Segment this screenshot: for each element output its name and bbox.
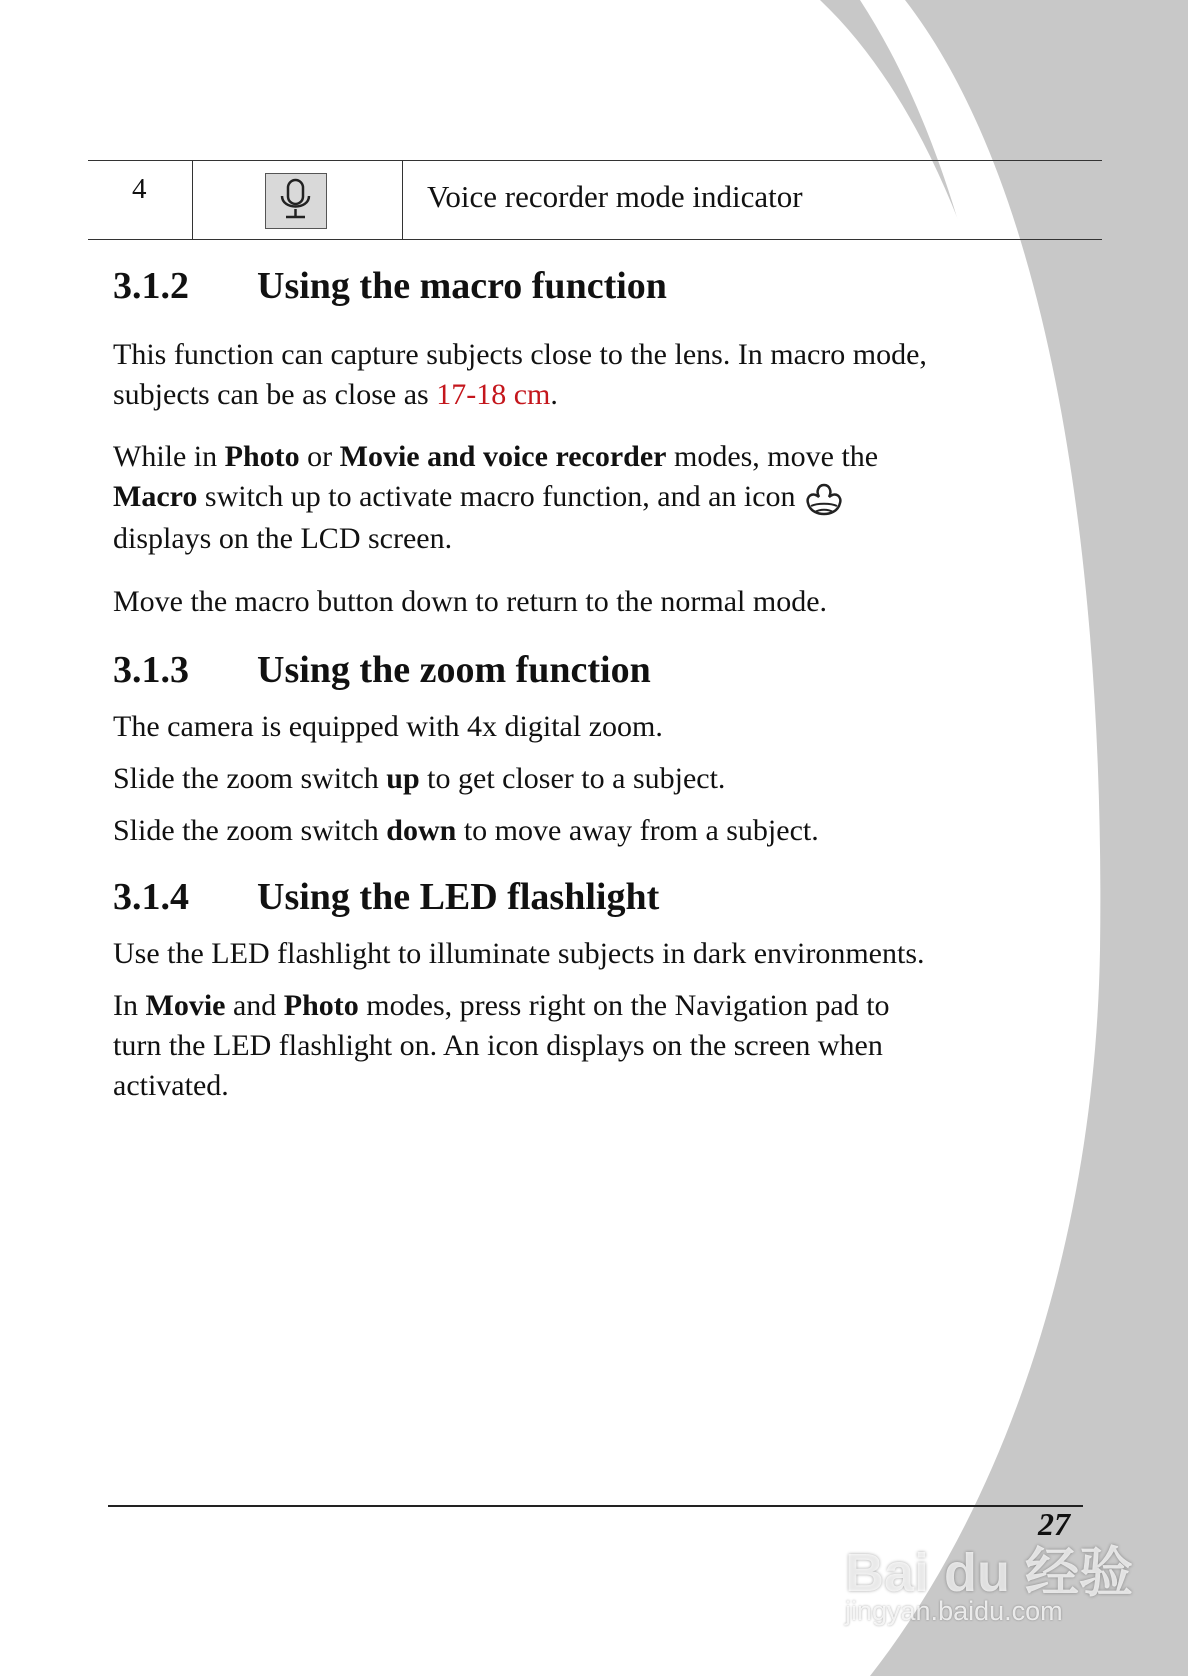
paragraph-text: to get closer to a subject.	[419, 762, 726, 795]
paragraph-text: Slide the zoom switch	[113, 762, 387, 795]
paragraph-text: and	[225, 989, 284, 1022]
paragraph-text: or	[299, 440, 340, 473]
mode-name-photo: Photo	[283, 989, 359, 1022]
row-number: 4	[132, 173, 147, 205]
macro-flower-icon	[803, 479, 845, 519]
paragraph-text: subjects can be as close as	[113, 378, 437, 411]
page-number: 27	[1038, 1506, 1070, 1542]
zoom-paragraph-1: The camera is equipped with 4x digital zoom.	[113, 710, 663, 743]
section-number: 3.1.4	[113, 876, 189, 918]
paragraph-text: displays on the LCD screen.	[113, 522, 453, 556]
direction-up: up	[386, 762, 420, 795]
led-paragraph-2	[113, 986, 890, 1106]
switch-name-macro: Macro	[113, 480, 198, 513]
microphone-icon	[265, 173, 327, 229]
mode-name-movie: Movie	[145, 989, 226, 1022]
baidu-watermark: Bai du 经验	[845, 1543, 1134, 1603]
mode-name-photo: Photo	[224, 440, 300, 473]
footer-rule	[108, 1505, 1083, 1507]
section-title: Using the zoom function	[257, 649, 651, 691]
baidu-watermark-url: jingyan.baidu.com	[845, 1596, 1063, 1626]
led-paragraph-1: Use the LED flashlight to illuminate subjects in dark environments.	[113, 937, 925, 970]
section-heading-macro	[113, 264, 667, 308]
paragraph-text: .	[550, 378, 558, 411]
paragraph-text: While in	[113, 440, 225, 473]
section-heading-led	[113, 875, 659, 919]
section-heading-zoom	[113, 648, 651, 692]
section-title: Using the LED flashlight	[257, 876, 660, 918]
macro-paragraph-2	[113, 437, 878, 559]
direction-down: down	[386, 814, 457, 847]
row-description-cell	[402, 161, 1102, 239]
section-number: 3.1.2	[113, 265, 189, 307]
section-number: 3.1.3	[113, 649, 189, 691]
row-description: Voice recorder mode indicator	[427, 179, 803, 214]
paragraph-text: switch up to activate macro function, and an icon	[197, 480, 796, 513]
paragraph-text: activated.	[113, 1069, 229, 1102]
row-number-cell	[88, 161, 193, 239]
paragraph-text: modes, press right on the Navigation pad to	[358, 989, 890, 1022]
section-title: Using the macro function	[257, 265, 667, 307]
paragraph-text: Slide the zoom switch	[113, 814, 387, 847]
paragraph-text: to move away from a subject.	[456, 814, 819, 847]
mode-name-movie-voice: Movie and voice recorder	[339, 440, 667, 473]
zoom-paragraph-3	[113, 811, 819, 851]
macro-distance-highlight: 17-18 cm	[436, 378, 551, 411]
macro-paragraph-3: Move the macro button down to return to the normal mode.	[113, 585, 828, 618]
row-icon-cell	[192, 161, 403, 239]
indicator-table-row	[88, 160, 1102, 240]
paragraph-text: modes, move the	[666, 440, 879, 473]
macro-paragraph-1	[113, 335, 927, 415]
zoom-paragraph-2	[113, 759, 725, 799]
paragraph-text: In	[113, 989, 146, 1022]
paragraph-text: turn the LED flashlight on. An icon displays on the screen when	[113, 1029, 883, 1062]
paragraph-text: This function can capture subjects close to the lens. In macro mode,	[113, 338, 927, 371]
